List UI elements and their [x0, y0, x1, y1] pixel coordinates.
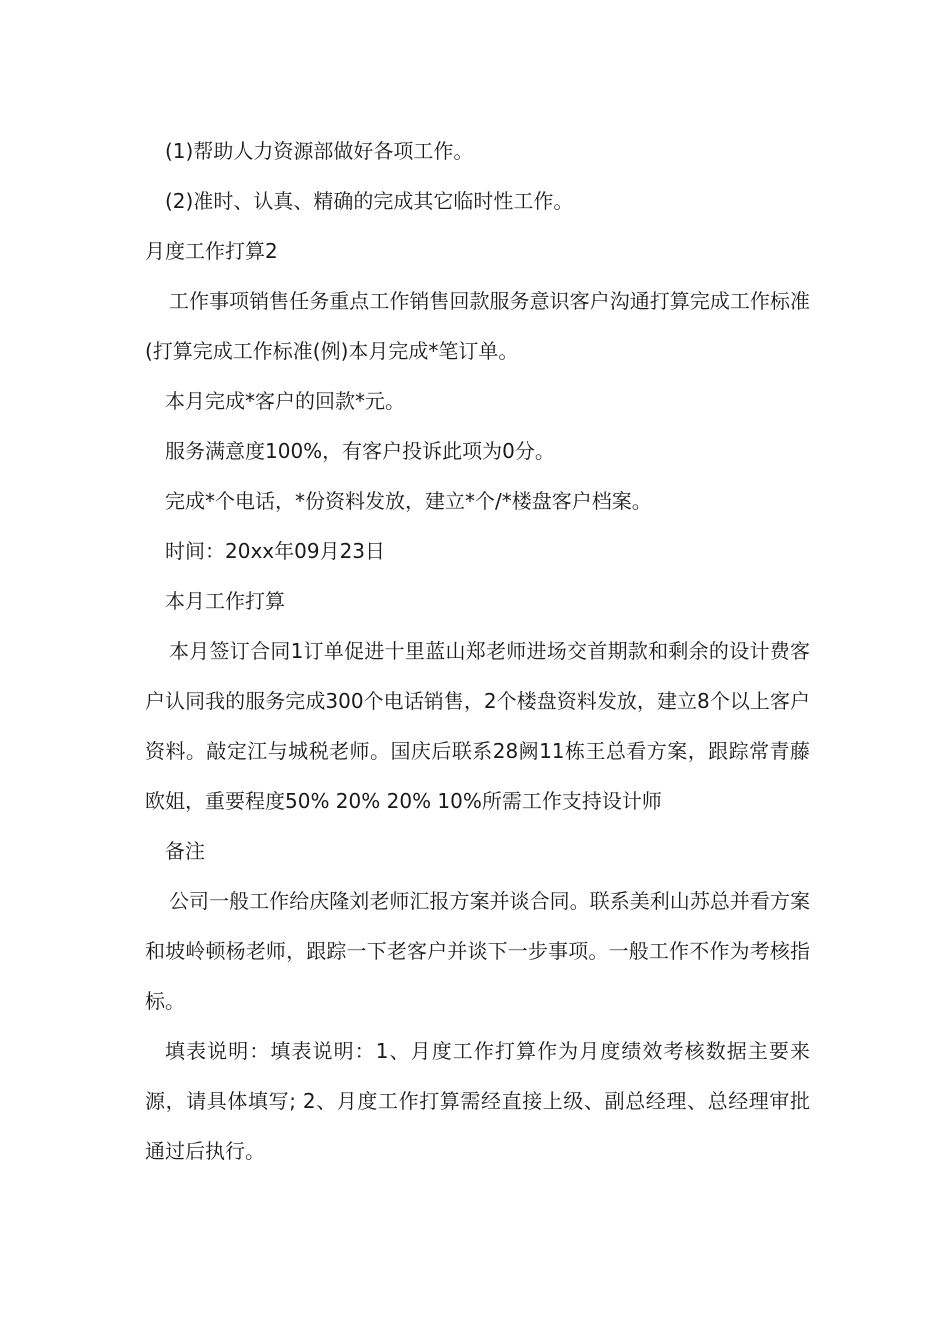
paragraph-remarks-title: 备注: [165, 839, 205, 863]
paragraph-date: 时间：20xx年09月23日: [165, 539, 386, 563]
paragraph-instructions: 填表说明：填表说明：1、月度工作打算作为月度绩效考核数据主要来源，请具体填写; 2、月度工作打算需经直接上级、副总经理、总经理审批通过后执行。: [145, 1039, 810, 1163]
paragraph-hr-support: (1)帮助人力资源部做好各项工作。: [165, 139, 474, 163]
paragraph-temporary-work: (2)准时、认真、精确的完成其它临时性工作。: [165, 189, 574, 213]
document-body: [145, 126, 810, 1176]
paragraph-this-month-plan: 本月签订合同1订单促进十里蓝山郑老师进场交首期款和剩余的设计费客户认同我的服务完成300个电话销售，2个楼盘资料发放，建立8个以上客户资料。敲定江与城税老师。国庆后联系28阙11栋王总看方案，跟踪常青藤欧姐，重要程度50% 20% 20% 10%所需工作支持设计师: [145, 639, 810, 813]
section-heading-monthly-plan-2: 月度工作打算2: [145, 239, 278, 263]
paragraph-calls-goal: 完成*个电话，*份资料发放，建立*个/*楼盘客户档案。: [165, 489, 652, 513]
paragraph-general-work: 公司一般工作给庆隆刘老师汇报方案并谈合同。联系美利山苏总并看方案和坡岭顿杨老师，跟踪一下老客户并谈下一步事项。一般工作不作为考核指标。: [145, 889, 810, 1013]
paragraph-this-month-plan-title: 本月工作打算: [165, 589, 285, 613]
paragraph-satisfaction: 服务满意度100%，有客户投诉此项为0分。: [165, 439, 555, 463]
paragraph-payment-goal: 本月完成*客户的回款*元。: [165, 389, 405, 413]
paragraph-work-items: 工作事项销售任务重点工作销售回款服务意识客户沟通打算完成工作标准(打算完成工作标准(例)本月完成*笔订单。: [145, 289, 810, 363]
